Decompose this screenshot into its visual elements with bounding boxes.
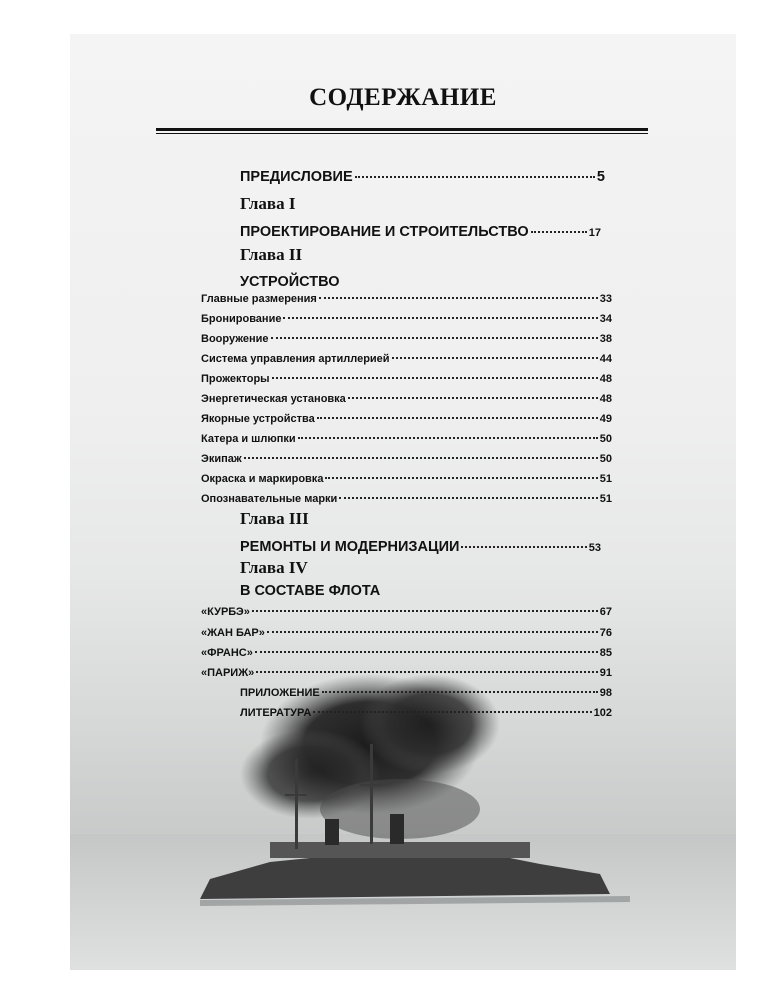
toc-leader bbox=[348, 397, 598, 399]
chapter-heading: Глава II bbox=[240, 245, 303, 264]
toc-entry-page: 85 bbox=[599, 647, 612, 659]
toc-entry-label: Якорные устройства bbox=[201, 413, 315, 425]
toc-entry bbox=[201, 413, 612, 425]
toc-entry bbox=[201, 606, 612, 618]
toc-entry-label: В СОСТАВЕ ФЛОТА bbox=[240, 583, 381, 599]
toc-leader bbox=[244, 457, 598, 459]
toc-entry-page: 76 bbox=[599, 627, 612, 639]
chapter-heading: Глава III bbox=[240, 509, 309, 528]
toc-entry-page: 91 bbox=[599, 667, 612, 679]
toc-leader bbox=[319, 297, 598, 299]
toc-entry-label: «КУРБЭ» bbox=[201, 606, 250, 618]
chapter-heading: Глава I bbox=[240, 194, 296, 213]
chapter-heading: Глава IV bbox=[240, 558, 308, 577]
toc-entry bbox=[240, 707, 612, 719]
toc-entry-label: Экипаж bbox=[201, 453, 242, 465]
toc-entry-label: Катера и шлюпки bbox=[201, 433, 296, 445]
toc-entry bbox=[240, 224, 601, 240]
toc-entry-page: 51 bbox=[599, 493, 612, 505]
toc-leader bbox=[256, 671, 597, 673]
toc-entry-label: РЕМОНТЫ И МОДЕРНИЗАЦИИ bbox=[240, 539, 460, 555]
toc-entry-page: 102 bbox=[593, 707, 612, 719]
toc-entry bbox=[201, 627, 612, 639]
toc-leader bbox=[271, 337, 598, 339]
toc-leader bbox=[283, 317, 597, 319]
toc-leader bbox=[392, 357, 598, 359]
toc-leader bbox=[317, 417, 598, 419]
section-heading bbox=[240, 274, 340, 290]
toc-entry-label: Система управления артиллерией bbox=[201, 353, 390, 365]
toc-leader bbox=[325, 477, 597, 479]
toc-entry-label: Опознавательные марки bbox=[201, 493, 338, 505]
toc-entry-page: 50 bbox=[599, 433, 612, 445]
toc-entry-label: ПРИЛОЖЕНИЕ bbox=[240, 687, 320, 699]
toc-entry-label: ПРЕДИСЛОВИЕ bbox=[240, 169, 353, 185]
toc-entry-page: 48 bbox=[599, 393, 612, 405]
page-title: СОДЕРЖАНИЕ bbox=[309, 84, 497, 111]
toc-leader bbox=[355, 176, 595, 178]
toc-entry-page: 67 bbox=[599, 606, 612, 618]
toc-leader bbox=[272, 377, 598, 379]
toc-entry bbox=[201, 333, 612, 345]
toc-entry bbox=[240, 539, 601, 555]
toc-leader bbox=[313, 711, 591, 713]
toc-entry bbox=[240, 687, 612, 699]
toc-entry-label: ПРОЕКТИРОВАНИЕ И СТРОИТЕЛЬСТВО bbox=[240, 224, 529, 240]
toc-entry-label: Окраска и маркировка bbox=[201, 473, 324, 485]
toc-entry-page: 44 bbox=[599, 353, 612, 365]
toc-entry-label: Главные размерения bbox=[201, 293, 317, 305]
section-heading bbox=[240, 583, 380, 599]
toc-entry bbox=[201, 647, 612, 659]
toc-entry bbox=[201, 313, 612, 325]
toc-leader bbox=[531, 231, 587, 233]
toc-entry-page: 98 bbox=[599, 687, 612, 699]
toc-entry-label: УСТРОЙСТВО bbox=[240, 274, 340, 290]
table-of-contents bbox=[70, 34, 736, 970]
toc-entry bbox=[201, 473, 612, 485]
toc-entry bbox=[201, 453, 612, 465]
toc-entry-page: 49 bbox=[599, 413, 612, 425]
toc-entry-page: 48 bbox=[599, 373, 612, 385]
toc-entry bbox=[201, 393, 612, 405]
toc-entry-label: «ФРАНС» bbox=[201, 647, 253, 659]
toc-entry bbox=[201, 353, 612, 365]
toc-entry-label: Прожекторы bbox=[201, 373, 270, 385]
toc-entry bbox=[201, 373, 612, 385]
toc-entry-label: Вооружение bbox=[201, 333, 269, 345]
toc-entry bbox=[201, 493, 612, 505]
toc-entry-label: Энергетическая установка bbox=[201, 393, 346, 405]
toc-entry-page: 51 bbox=[599, 473, 612, 485]
toc-entry-page: 38 bbox=[599, 333, 612, 345]
toc-entry-page: 17 bbox=[588, 227, 601, 239]
toc-leader bbox=[461, 546, 586, 548]
toc-entry-label: «ЖАН БАР» bbox=[201, 627, 265, 639]
toc-entry-page: 50 bbox=[599, 453, 612, 465]
toc-entry-page: 5 bbox=[596, 169, 605, 185]
toc-entry-label: ЛИТЕРАТУРА bbox=[240, 707, 312, 719]
toc-entry bbox=[201, 667, 612, 679]
toc-leader bbox=[252, 610, 598, 612]
toc-entry-page: 53 bbox=[588, 542, 601, 554]
toc-entry-label: Бронирование bbox=[201, 313, 282, 325]
toc-entry-label: «ПАРИЖ» bbox=[201, 667, 255, 679]
toc-leader bbox=[267, 631, 598, 633]
toc-entry-page: 34 bbox=[599, 313, 612, 325]
toc-entry bbox=[201, 293, 612, 305]
toc-entry bbox=[201, 433, 612, 445]
toc-leader bbox=[255, 651, 598, 653]
toc-leader bbox=[339, 497, 597, 499]
toc-page bbox=[70, 34, 736, 970]
toc-entry bbox=[240, 169, 605, 185]
toc-leader bbox=[322, 691, 598, 693]
toc-entry-page: 33 bbox=[599, 293, 612, 305]
toc-leader bbox=[298, 437, 598, 439]
